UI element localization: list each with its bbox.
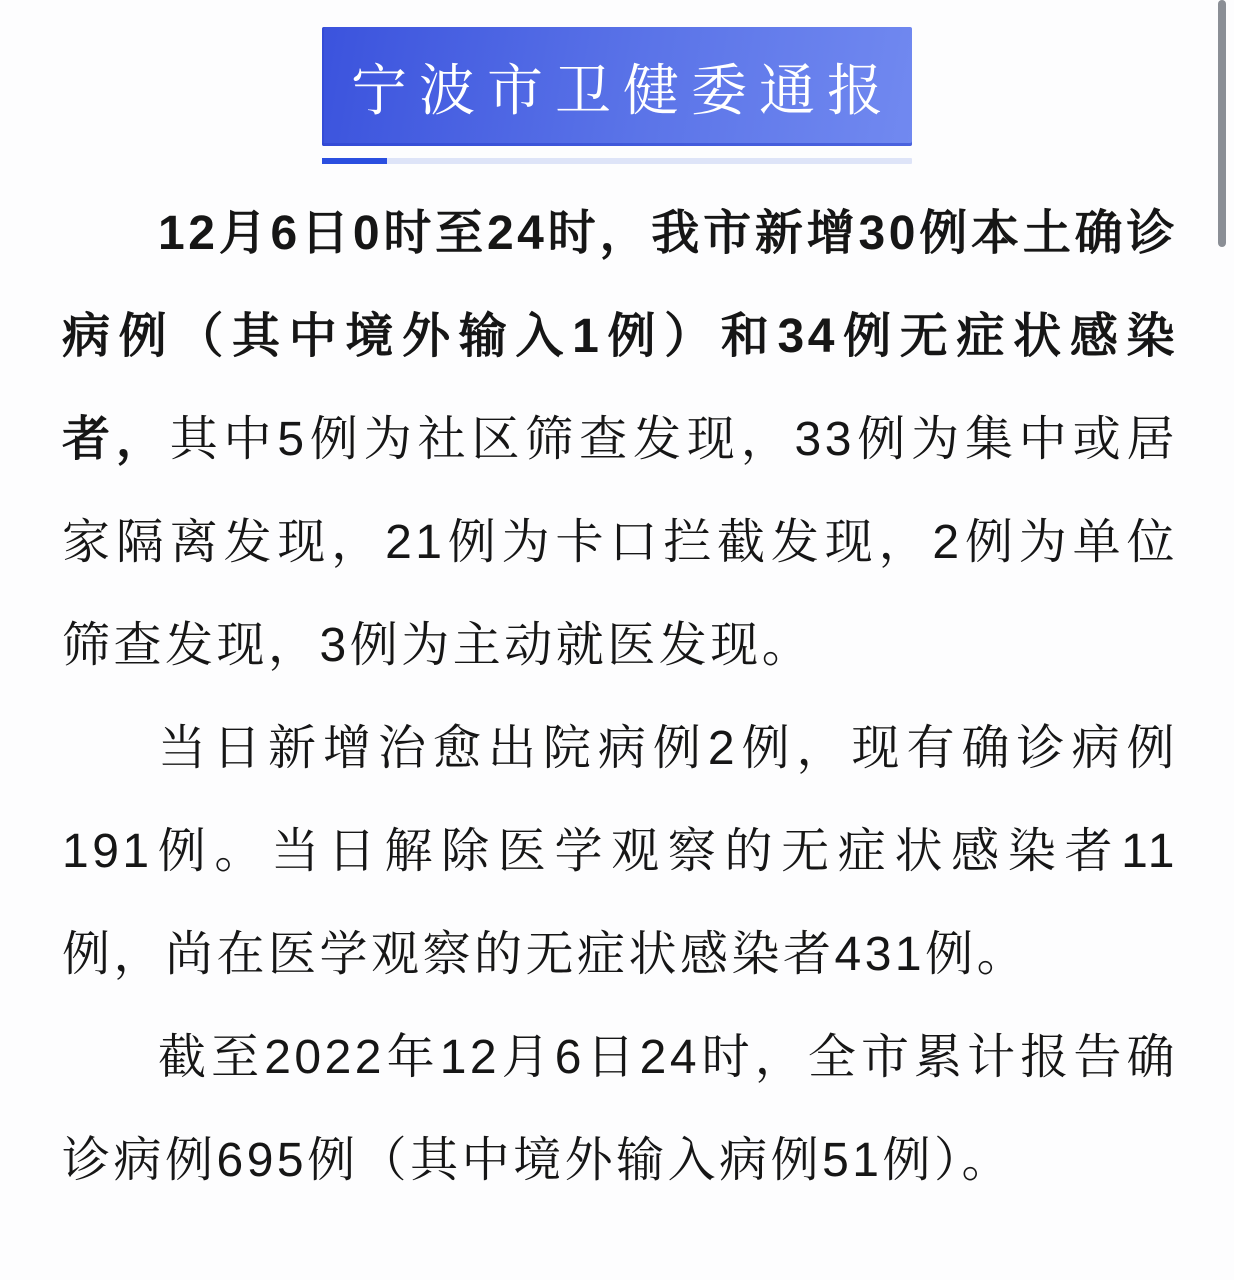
scrollbar-thumb[interactable]	[1218, 0, 1226, 247]
page-title: 宁波市卫健委通报	[351, 58, 895, 122]
paragraph-new-cases-text: 其中5例为社区筛查发现，33例为集中或居家隔离发现，21例为卡口拦截发现，2例为单位筛查发现，3例为主动就医发现。	[62, 413, 1178, 672]
banner-underline-accent	[322, 158, 387, 164]
paragraph-cumulative	[62, 1006, 1178, 1212]
paragraph-recoveries	[62, 697, 1178, 1006]
paragraph-recoveries-text: 当日新增治愈出院病例2例，现有确诊病例191例。当日解除医学观察的无症状感染者11例，尚在医学观察的无症状感染者431例。	[62, 722, 1178, 981]
paragraph-new-cases-bold-text: 12月6日0时至24时，我市新增30例本土确诊病例（其中境外输入1例）和34例无症状感染者，	[62, 207, 1178, 466]
banner-underline-track	[322, 158, 912, 164]
title-banner	[322, 27, 912, 146]
announcement-body	[0, 182, 1234, 1212]
paragraph-cumulative-text: 截至2022年12月6日24时，全市累计报告确诊病例695例（其中境外输入病例51例）。	[62, 1031, 1178, 1187]
paragraph-new-cases	[62, 182, 1178, 697]
